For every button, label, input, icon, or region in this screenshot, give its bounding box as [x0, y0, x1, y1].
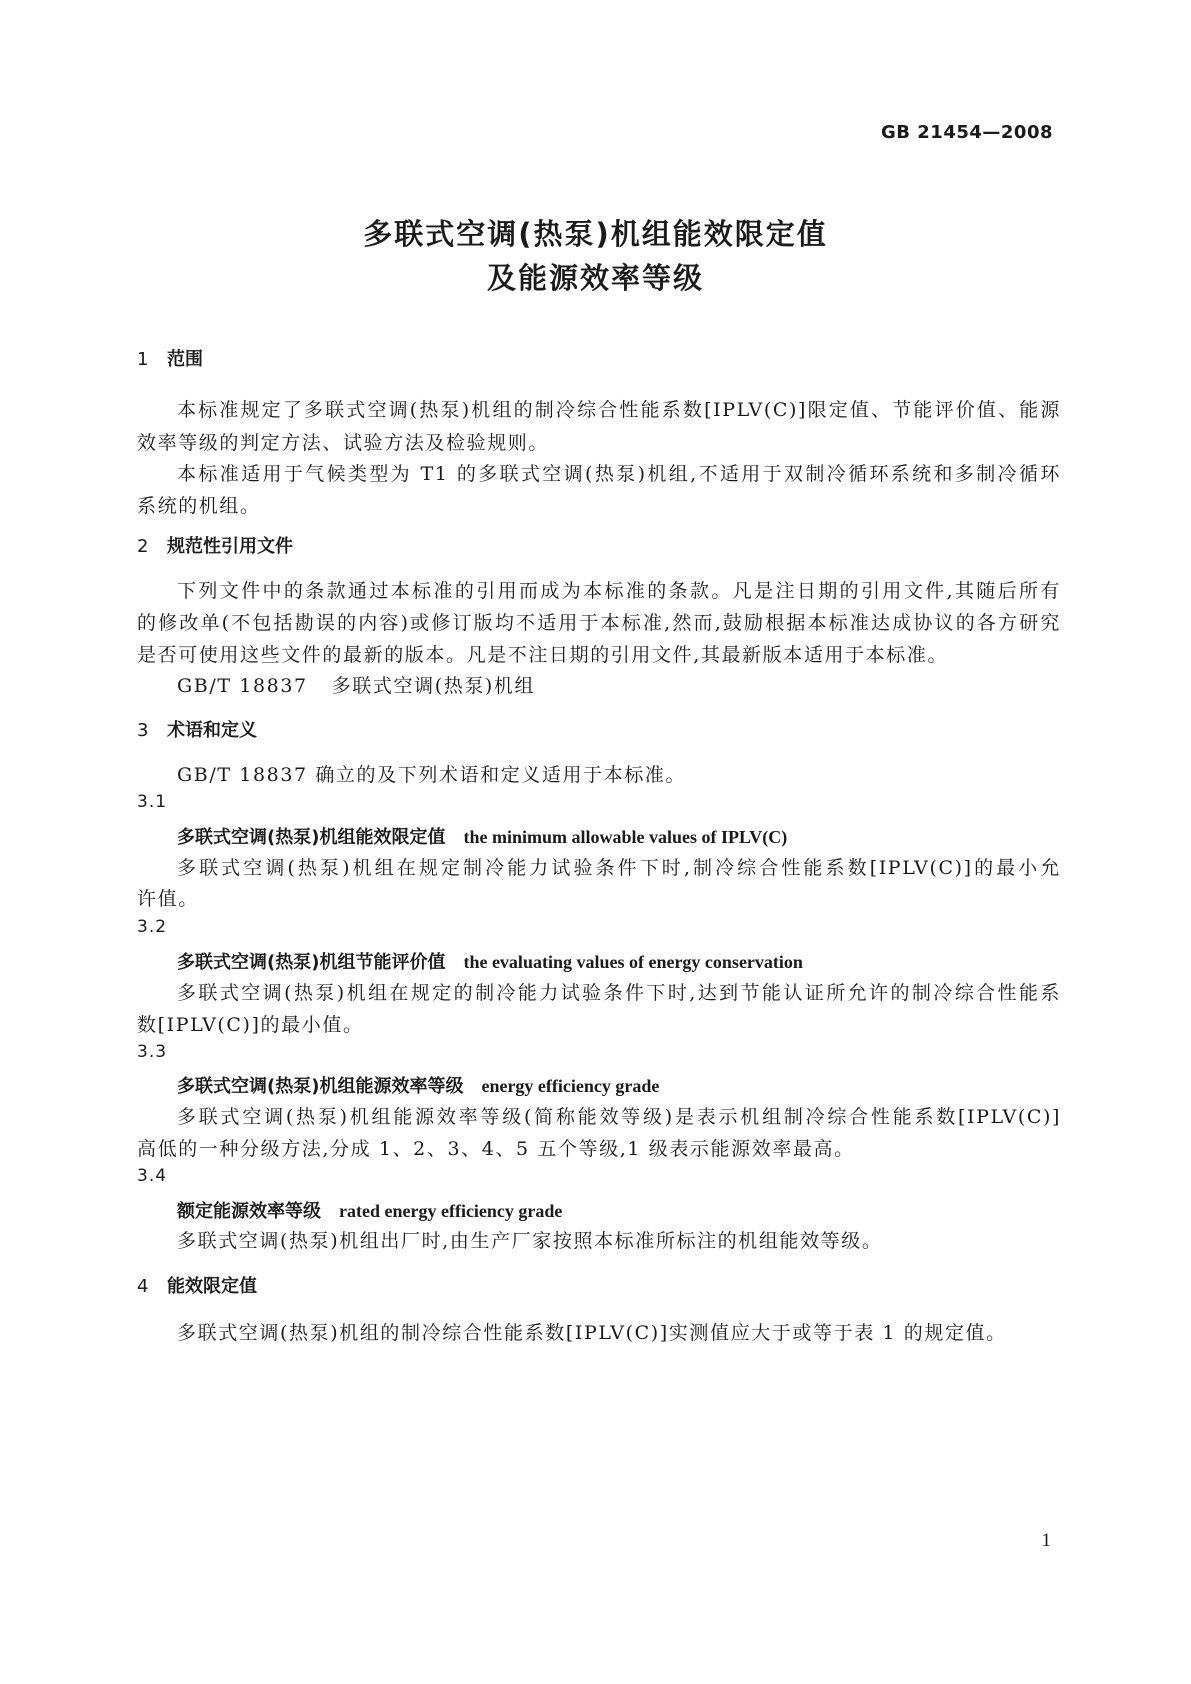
section-number: 1: [137, 349, 149, 370]
term-3-3-definition-line-1: 多联式空调(热泵)机组能源效率等级(简称能效等级)是表示机组制冷综合性能系数[IPLV(C)]: [177, 1106, 1061, 1128]
term-3-3: [177, 1072, 659, 1098]
reference-title: 多联式空调(热泵)机组: [331, 675, 536, 697]
s1-paragraph-2-line-1: 本标准适用于气候类型为 T1 的多联式空调(热泵)机组,不适用于双制冷循环系统和多制冷循环: [177, 463, 1061, 485]
document-title-line-1: 多联式空调(热泵)机组能效限定值: [363, 217, 828, 251]
section-3-heading: [137, 716, 257, 742]
s2-paragraph-line-2: 的修改单(不包括勘误的内容)或修订版均不适用于本标准,然而,鼓励根据本标准达成协议的各方研究: [137, 612, 1061, 634]
term-3-4: [177, 1197, 562, 1223]
section-number: 3: [137, 720, 149, 741]
s1-paragraph-1-line-2: 效率等级的判定方法、试验方法及检验规则。: [137, 432, 550, 454]
section-number: 2: [137, 536, 149, 557]
term-en: the minimum allowable values of IPLV(C): [463, 827, 788, 847]
term-zh: 多联式空调(热泵)机组能源效率等级: [177, 1076, 464, 1097]
clause-3-1-number: 3.1: [137, 792, 168, 812]
s2-paragraph-line-3: 是否可使用这些文件的最新的版本。凡是不注日期的引用文件,其最新版本适用于本标准。: [137, 644, 949, 666]
page-number: 1: [1041, 1530, 1051, 1551]
normative-reference: [177, 671, 535, 698]
s2-paragraph-line-1: 下列文件中的条款通过本标准的引用而成为本标准的条款。凡是注日期的引用文件,其随后所有: [177, 580, 1061, 602]
term-en: rated energy efficiency grade: [339, 1201, 563, 1221]
clause-3-2-number: 3.2: [137, 917, 168, 937]
section-4-heading: [137, 1272, 257, 1298]
section-title: 范围: [167, 349, 203, 370]
term-3-3-definition-line-2: 高低的一种分级方法,分成 1、2、3、4、5 五个等级,1 级表示能源效率最高。: [137, 1138, 855, 1160]
s1-paragraph-2-line-2: 系统的机组。: [137, 495, 261, 517]
reference-code: GB/T 18837: [177, 675, 308, 697]
term-3-2-definition-line-1: 多联式空调(热泵)机组在规定的制冷能力试验条件下时,达到节能认证所允许的制冷综合性能系: [177, 982, 1061, 1004]
document-title-line-2: 及能源效率等级: [486, 261, 704, 295]
section-1-heading: [137, 345, 203, 371]
term-3-4-definition: 多联式空调(热泵)机组出厂时,由生产厂家按照本标准所标注的机组能效等级。: [177, 1230, 883, 1252]
term-en: energy efficiency grade: [481, 1076, 660, 1096]
term-3-2: [177, 948, 803, 974]
s4-paragraph: 多联式空调(热泵)机组的制冷综合性能系数[IPLV(C)]实测值应大于或等于表 1 的规定值。: [177, 1322, 1007, 1344]
term-3-1-definition-line-2: 许值。: [137, 888, 199, 910]
term-zh: 多联式空调(热泵)机组能效限定值: [177, 827, 446, 848]
term-zh: 额定能源效率等级: [177, 1201, 321, 1222]
standard-number: GB 21454—2008: [881, 122, 1053, 143]
clause-3-4-number: 3.4: [137, 1166, 168, 1186]
section-2-heading: [137, 532, 293, 558]
term-3-1-definition-line-1: 多联式空调(热泵)机组在规定制冷能力试验条件下时,制冷综合性能系数[IPLV(C)]的最小允: [177, 857, 1061, 879]
section-title: 规范性引用文件: [167, 536, 293, 557]
s3-intro: GB/T 18837 确立的及下列术语和定义适用于本标准。: [177, 764, 687, 786]
clause-3-3-number: 3.3: [137, 1042, 168, 1062]
section-number: 4: [137, 1276, 149, 1297]
section-title: 术语和定义: [167, 720, 257, 741]
term-3-2-definition-line-2: 数[IPLV(C)]的最小值。: [137, 1014, 364, 1036]
term-3-1: [177, 823, 787, 849]
term-en: the evaluating values of energy conservation: [463, 952, 803, 972]
term-zh: 多联式空调(热泵)机组节能评价值: [177, 952, 446, 973]
section-title: 能效限定值: [167, 1276, 257, 1297]
s1-paragraph-1-line-1: 本标准规定了多联式空调(热泵)机组的制冷综合性能系数[IPLV(C)]限定值、节能评价值、能源: [177, 399, 1061, 421]
